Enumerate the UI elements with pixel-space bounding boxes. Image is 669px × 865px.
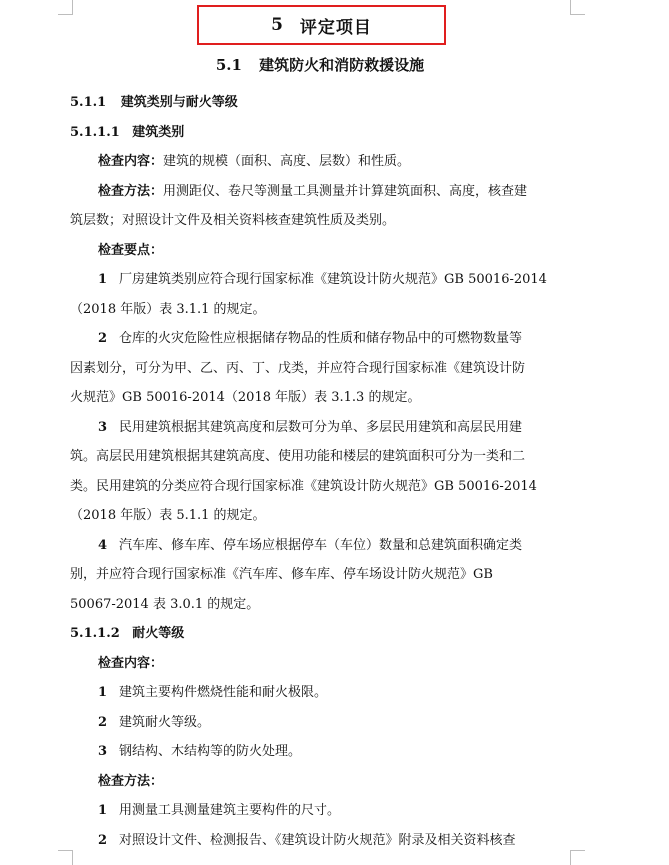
check-content-line xyxy=(70,147,570,177)
paragraph-continuation: （2018 年版）表 5.1.1 的规定。 xyxy=(70,508,266,523)
list-item xyxy=(70,796,570,826)
list-item-text: 汽车库、修车库、停车场应根据停车（车位）数量和总建筑面积确定类 xyxy=(119,537,523,553)
check-method-label: 检查方法： xyxy=(98,773,164,789)
chapter-title: 评定项目 xyxy=(299,17,372,38)
list-item-number: 4 xyxy=(98,537,108,553)
crop-mark-top-left xyxy=(58,0,73,15)
list-item xyxy=(70,678,570,708)
list-item-number: 1 xyxy=(98,272,108,287)
crop-mark-top-right xyxy=(570,0,585,15)
check-method-line xyxy=(70,177,570,207)
paragraph-continuation: 筑层数；对照设计文件及相关资料核查建筑性质及类别。 xyxy=(70,213,396,228)
check-content-label: 检查内容： xyxy=(98,655,164,671)
list-item-number: 2 xyxy=(98,714,108,730)
list-item-text: 用测量工具测量建筑主要构件的尺寸。 xyxy=(119,803,341,818)
section-number: 5.1 xyxy=(215,56,242,74)
check-content-text: 建筑的规模（面积、高度、层数）和性质。 xyxy=(163,154,411,169)
section-title: 建筑防火和消防救援设施 xyxy=(259,56,425,74)
subsection-number: 5.1.1 xyxy=(70,95,107,110)
document-body xyxy=(70,88,570,855)
item-heading xyxy=(70,619,570,649)
list-item-text: 厂房建筑类别应符合现行国家标准《建筑设计防火规范》GB 50016-2014 xyxy=(119,272,547,287)
item-title: 耐火等级 xyxy=(132,626,185,641)
chapter-number: 5 xyxy=(271,15,284,35)
list-item-number: 2 xyxy=(98,832,108,848)
paragraph-continuation: （2018 年版）表 3.1.1 的规定。 xyxy=(70,301,266,317)
paragraph-continuation: 火规范》GB 50016-2014（2018 年版）表 3.1.3 的规定。 xyxy=(70,390,421,405)
list-item-number: 3 xyxy=(98,744,108,759)
paragraph-continuation: 类。民用建筑的分类应符合现行国家标准《建筑设计防火规范》GB 50016-2014 xyxy=(70,478,537,494)
item-heading xyxy=(70,118,570,148)
list-item-text: 建筑耐火等级。 xyxy=(119,714,211,730)
list-item-number: 3 xyxy=(98,419,108,435)
list-item xyxy=(70,737,570,767)
key-points-label: 检查要点： xyxy=(98,242,164,258)
item-number: 5.1.1.1 xyxy=(70,124,120,140)
list-item-text: 对照设计文件、检测报告、《建筑设计防火规范》附录及相关资料核查 xyxy=(119,832,516,848)
list-item xyxy=(70,265,570,295)
list-item-text: 仓库的火灾危险性应根据储存物品的性质和储存物品中的可燃物数量等 xyxy=(119,331,523,346)
paragraph-continuation: 别，并应符合现行国家标准《汽车库、修车库、停车场设计防火规范》GB xyxy=(70,567,493,582)
paragraph-continuation: 筑。高层民用建筑根据其建筑高度、使用功能和楼层的建筑面积可分为一类和二 xyxy=(70,449,526,464)
list-item-number: 1 xyxy=(98,685,108,700)
section-heading xyxy=(0,54,640,75)
list-item xyxy=(70,708,570,738)
subsection-title: 建筑类别与耐火等级 xyxy=(120,95,238,110)
list-item xyxy=(70,324,570,354)
check-method-label: 检查方法： xyxy=(98,183,164,199)
list-item-text: 钢结构、木结构等的防火处理。 xyxy=(119,744,302,759)
list-item-text: 民用建筑根据其建筑高度和层数可分为单、多层民用建筑和高层民用建 xyxy=(119,419,523,435)
crop-mark-bottom-right xyxy=(570,850,585,865)
list-item xyxy=(70,531,570,561)
check-method-text: 用测距仪、卷尺等测量工具测量并计算建筑面积、高度，核查建 xyxy=(163,183,528,199)
list-item-text: 建筑主要构件燃烧性能和耐火极限。 xyxy=(119,685,328,700)
check-content-label: 检查内容： xyxy=(98,154,164,169)
chapter-heading xyxy=(197,5,446,45)
list-item xyxy=(70,826,570,856)
list-item-number: 2 xyxy=(98,331,108,346)
paragraph-continuation: 因素划分，可分为甲、乙、丙、丁、戊类，并应符合现行国家标准《建筑设计防 xyxy=(70,360,526,376)
subsection-heading xyxy=(70,88,570,118)
item-title: 建筑类别 xyxy=(132,124,185,140)
list-item-number: 1 xyxy=(98,803,108,818)
paragraph-continuation: 50067-2014 表 3.0.1 的规定。 xyxy=(70,596,260,612)
item-number: 5.1.1.2 xyxy=(70,626,120,641)
list-item xyxy=(70,413,570,443)
